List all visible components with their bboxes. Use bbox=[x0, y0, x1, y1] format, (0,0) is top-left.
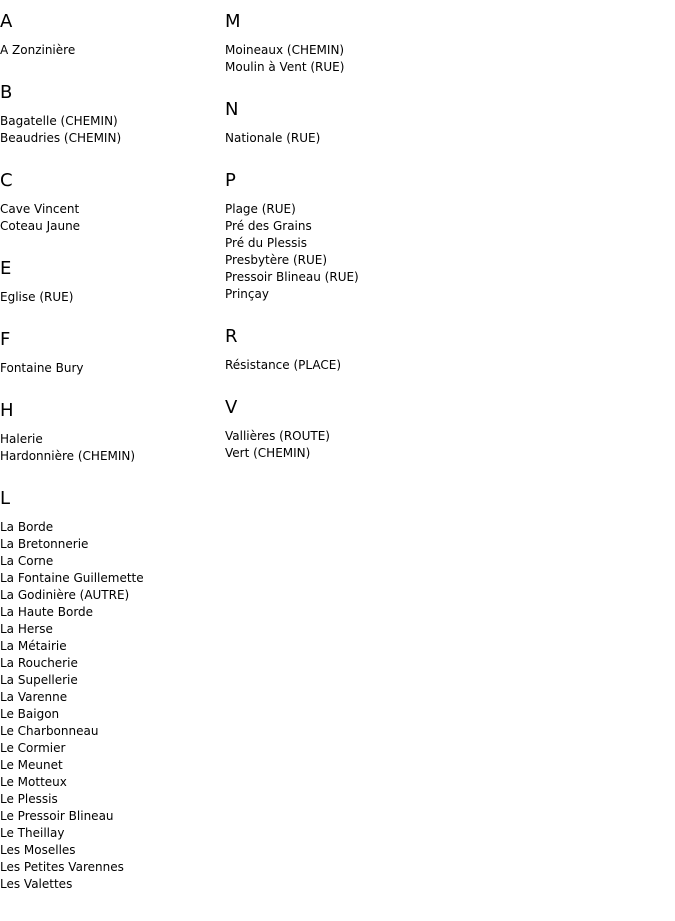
letter-heading: E bbox=[0, 258, 12, 279]
letter-section-a bbox=[0, 11, 220, 59]
street-name: Les Valettes bbox=[0, 877, 73, 891]
street-index-left-column bbox=[0, 0, 220, 893]
street-list bbox=[225, 42, 525, 76]
street-name: Pré du Plessis bbox=[225, 236, 307, 250]
letter-heading: M bbox=[225, 11, 241, 32]
street-name: Hardonnière (CHEMIN) bbox=[0, 449, 136, 463]
street-name: Cave Vincent bbox=[0, 202, 80, 216]
street-name: La Borde bbox=[0, 520, 54, 534]
street-list bbox=[225, 428, 525, 462]
letter-heading: F bbox=[0, 329, 11, 350]
street-name: La Bretonnerie bbox=[0, 537, 89, 551]
street-name: Les Petites Varennes bbox=[0, 860, 124, 874]
street-list bbox=[225, 130, 525, 147]
street-name: Nationale (RUE) bbox=[225, 131, 321, 145]
letter-heading: N bbox=[225, 99, 239, 120]
street-name: Le Meunet bbox=[0, 758, 63, 772]
street-name: La Haute Borde bbox=[0, 605, 94, 619]
letter-section-e bbox=[0, 258, 220, 306]
street-list bbox=[225, 357, 525, 374]
street-list bbox=[0, 431, 220, 465]
letter-heading: V bbox=[225, 397, 238, 418]
street-name: La Fontaine Guillemette bbox=[0, 571, 144, 585]
street-name: La Métairie bbox=[0, 639, 67, 653]
letter-section-b bbox=[0, 82, 220, 147]
street-name: Prinçay bbox=[225, 287, 269, 301]
street-name: A Zonzinière bbox=[0, 43, 76, 57]
street-name: Le Theillay bbox=[0, 826, 65, 840]
street-list bbox=[0, 113, 220, 147]
street-name: Eglise (RUE) bbox=[0, 290, 74, 304]
street-name: Le Pressoir Blineau bbox=[0, 809, 114, 823]
letter-section-n bbox=[225, 99, 525, 147]
street-list bbox=[0, 360, 220, 377]
street-name: Vert (CHEMIN) bbox=[225, 446, 311, 460]
street-name: La Supellerie bbox=[0, 673, 78, 687]
street-name: Le Baigon bbox=[0, 707, 60, 721]
letter-heading: C bbox=[0, 170, 13, 191]
letter-section-l bbox=[0, 488, 220, 893]
street-name: Pré des Grains bbox=[225, 219, 312, 233]
street-list bbox=[0, 519, 220, 893]
street-name: Pressoir Blineau (RUE) bbox=[225, 270, 359, 284]
street-name: Le Charbonneau bbox=[0, 724, 99, 738]
letter-heading: L bbox=[0, 488, 11, 509]
street-name: Beaudries (CHEMIN) bbox=[0, 131, 122, 145]
street-name: Presbytère (RUE) bbox=[225, 253, 328, 267]
street-name: Le Cormier bbox=[0, 741, 66, 755]
letter-section-m bbox=[225, 11, 525, 76]
letter-section-r bbox=[225, 326, 525, 374]
street-name: Résistance (PLACE) bbox=[225, 358, 341, 372]
street-name: Coteau Jaune bbox=[0, 219, 81, 233]
street-name: La Godinière (AUTRE) bbox=[0, 588, 130, 602]
street-list bbox=[0, 201, 220, 235]
street-name: Vallières (ROUTE) bbox=[225, 429, 330, 443]
street-name: Halerie bbox=[0, 432, 43, 446]
street-list bbox=[0, 289, 220, 306]
letter-heading: H bbox=[0, 400, 14, 421]
letter-section-f bbox=[0, 329, 220, 377]
street-list bbox=[225, 201, 525, 303]
street-name: Moineaux (CHEMIN) bbox=[225, 43, 345, 57]
street-name: Plage (RUE) bbox=[225, 202, 296, 216]
street-name: La Herse bbox=[0, 622, 53, 636]
letter-heading: B bbox=[0, 82, 13, 103]
street-name: Fontaine Bury bbox=[0, 361, 84, 375]
letter-heading: P bbox=[225, 170, 236, 191]
street-name: Bagatelle (CHEMIN) bbox=[0, 114, 118, 128]
street-name: La Varenne bbox=[0, 690, 68, 704]
letter-heading: R bbox=[225, 326, 238, 347]
street-name: Le Plessis bbox=[0, 792, 58, 806]
street-name: Le Motteux bbox=[0, 775, 67, 789]
street-name: La Roucherie bbox=[0, 656, 78, 670]
letter-section-v bbox=[225, 397, 525, 462]
street-index-right-column bbox=[225, 0, 525, 462]
letter-section-h bbox=[0, 400, 220, 465]
street-name: Les Moselles bbox=[0, 843, 76, 857]
letter-heading: A bbox=[0, 11, 13, 32]
street-list bbox=[0, 42, 220, 59]
letter-section-c bbox=[0, 170, 220, 235]
letter-section-p bbox=[225, 170, 525, 303]
street-name: Moulin à Vent (RUE) bbox=[225, 60, 345, 74]
street-name: La Corne bbox=[0, 554, 54, 568]
